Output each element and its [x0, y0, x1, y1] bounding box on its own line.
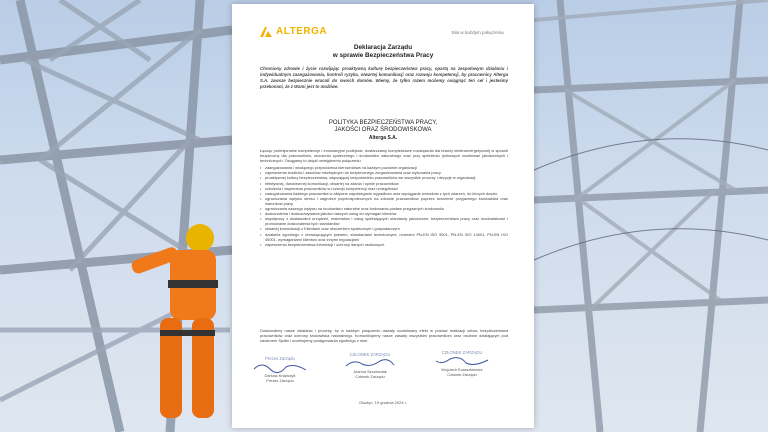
list-item: • zapewnienia środków i zasobów niezbędnych do bezpiecznego zorganizowania oraz wykonania pracy — [265, 170, 508, 175]
list-item: • ograniczania naszego wpływu na środowisko naturalne oraz budowania postaw przyjaznych środowisku — [265, 206, 508, 211]
company-logo — [260, 26, 327, 37]
logo-text: ALTERGA — [276, 26, 328, 37]
signature-role: Członek Zarządu — [355, 374, 385, 379]
signature-scribble-icon — [250, 361, 310, 373]
policy-list — [260, 165, 508, 247]
closing-paragraph: Doskonalimy nasze działania i procesy, by w każdym połączeniu dawały oczekiwany efekt w postaci realizacji celów, bezpieczeństwa pracowników oraz ochrony środowiska naturalnego. Komunikujemy nasze zasady wszystkim pracownikom oraz osobom działającym pod nadzorem Spółki i oczekujemy postępowania zgodnego z nimi. — [260, 328, 508, 344]
list-item: • efektywnej, dwustronnej komunikacji, otwartej na zdania i opinie pracowników — [265, 181, 508, 186]
signature-block-3 — [422, 350, 502, 377]
signature-name: Wojciech Kuraszkiewicz — [441, 367, 483, 372]
signature-stamp-role: CZŁONEK ZARZĄDU — [441, 350, 483, 355]
body-intro: Łącząc profesjonalne kompetencje i innowacyjne podejście, dostarczamy kompleksowe rozwiązania dla branży elektroenergetycznej w sposób bezpieczny dla pracowników, otoczenia społecznego i środowiska naturalnego oraz przy spełnieniu rynkowych oczekiwań jakościowych i technicznych. Osiągamy to dzięki umiejętnemu połączeniu: — [260, 148, 508, 164]
title-line-2: w sprawie Bezpieczeństwa Pracy — [332, 52, 434, 59]
list-item: • szkolenia i wspierania pracowników w rozwoju kompetencji oraz umiejętności — [265, 186, 508, 191]
policy-body — [260, 148, 508, 247]
list-item: • proaktywnej kultury bezpieczeństwa, włączającej bezpośrednio pracowników we wszystkie procesy i decyzje w organizacji — [265, 175, 508, 180]
signature-stamp-role: Prezes Zarządu — [265, 356, 295, 361]
alterga-logo-icon — [260, 27, 272, 37]
declaration-intro: Chroniony zdrowie i życie rozwijając proaktywną kulturę bezpieczeństwa pracy, opartą na zespołowym działaniu i indywidualnym zaangażowaniu, kontroli ryzyka, otwartej komunikacji oraz rozwoju kompetencji, by pracownicy Alterga S.A. zawsze bezpiecznie wracali do swoich domów. Wiemy, że tylko razem możemy osiągnąć ten cel i jesteśmy przekonani, że z Wami jest to możliwe. — [260, 66, 508, 89]
title-line-1: Deklaracja Zarządu — [353, 44, 413, 51]
list-item: • otwartej komunikacji z Klientami oraz otoczeniem społecznym i gospodarczym — [265, 226, 508, 231]
list-item: • zaangażowania każdego pracownika w aktywne zapobieganie wypadkom oraz wyciąganie wniosków z tych zdarzeń, do których doszło — [265, 191, 508, 196]
policy-heading — [232, 120, 534, 142]
list-item: • zapewnienia bezpieczeństwa informacji i ochrony danych osobowych. — [265, 242, 508, 247]
signature-stamp-role: CZŁONEK ZARZĄDU — [349, 352, 391, 357]
signature-scribble-icon — [340, 357, 400, 369]
signature-name: Joanna Szczesniak — [353, 369, 387, 374]
signature-role: Członek Zarządu — [447, 372, 477, 377]
signature-block-2 — [330, 352, 410, 379]
list-item: • działania zgodnego z obowiązującym prawem, standardami technicznymi, normami PN-EN ISO 9001, PN-EN ISO 14001, PN-EN ISO 45001, wymaganiami klientów oraz innymi regulacjami — [265, 232, 508, 242]
list-item: • ograniczania wpływu stresu i zagrożeń psychospołecznych na zdrowie pracowników poprzez tworzenie przyjaznego środowiska oraz warunków pracy — [265, 196, 508, 206]
place-date: Olsztyn, 19 grudnia 2024 r. — [359, 400, 407, 405]
list-item: • współpracy z dostawcami urządzeń, materiałów i usług spełniających standardy jakościowe, bezpieczeństwa pracy oraz środowiskowe i promowanie doskonalenia tych standardów — [265, 216, 508, 226]
policy-line-1: POLITYKA BEZPIECZEŃSTWA PRACY, — [328, 120, 438, 126]
list-item: • doskonalenia i dostosowywania jakości naszych usług do wymagań klientów — [265, 211, 508, 216]
signature-role: Prezes Zarządu — [266, 378, 294, 383]
company-name: Alterga S.A. — [368, 134, 398, 141]
worker-figure — [130, 224, 218, 418]
document-title — [232, 44, 534, 60]
signature-scribble-icon — [432, 355, 492, 367]
tagline: Siła w każdym połączeniu — [451, 30, 504, 35]
signature-block-1 — [240, 356, 320, 383]
policy-line-2: JAKOŚCI ORAZ ŚRODOWISKOWA — [334, 127, 432, 134]
signature-name: Dariusz Krawczyk — [264, 373, 296, 378]
policy-document — [232, 4, 534, 428]
list-item: • zaangażowania i wiodącego przywództwa kierownictwa na każdym poziomie organizacji — [265, 165, 508, 170]
